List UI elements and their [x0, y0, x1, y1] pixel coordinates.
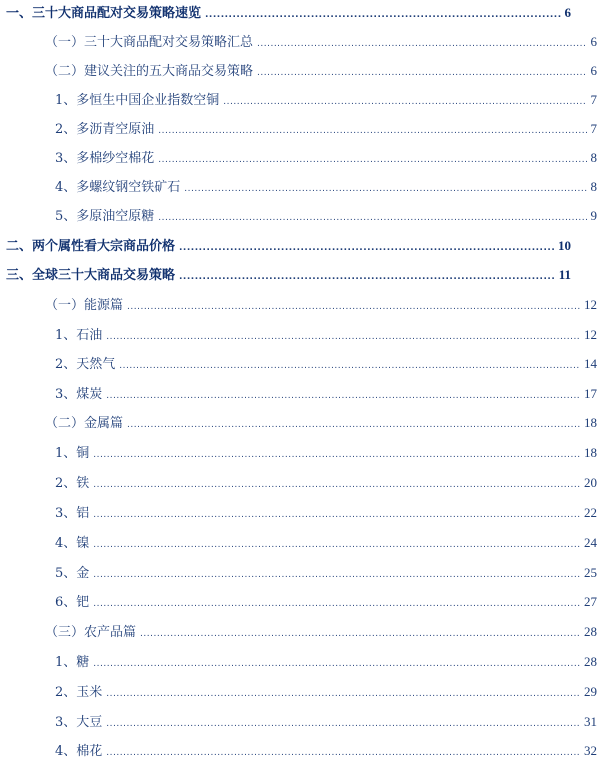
toc-leader: [179, 266, 555, 288]
toc-entry[interactable]: [6, 264, 571, 286]
toc-entry-label: 1、石油: [55, 328, 103, 343]
toc-entry-label: 1、铜: [55, 446, 90, 461]
toc-entry-page: 12: [584, 327, 597, 342]
toc-entry-label: （二）建议关注的五大商品交易策略: [45, 64, 254, 79]
toc-entry-label: 2、玉米: [55, 685, 103, 700]
toc-entry-label: 5、金: [55, 566, 90, 581]
toc-entry-label: （一）能源篇: [45, 298, 124, 313]
toc-leader: [93, 564, 580, 586]
toc-entry-page: 20: [584, 475, 597, 490]
toc-entry[interactable]: [55, 562, 597, 584]
toc-entry-label: 1、糖: [55, 655, 90, 670]
toc-entry-label: （一）三十大商品配对交易策略汇总: [45, 35, 254, 50]
toc-entry[interactable]: [55, 651, 597, 673]
toc-leader: [158, 120, 586, 142]
toc-entry-page: 8: [590, 150, 597, 165]
toc-leader: [140, 623, 580, 645]
toc-leader: [106, 326, 580, 348]
toc-leader: [93, 504, 580, 526]
toc-entry[interactable]: [55, 118, 597, 140]
toc-entry[interactable]: [55, 472, 597, 494]
toc-leader: [184, 178, 586, 200]
toc-entry-label: 2、多沥青空原油: [55, 122, 155, 137]
toc-entry[interactable]: [55, 532, 597, 554]
toc-entry-label: （二）金属篇: [45, 416, 124, 431]
toc-entry-page: 11: [558, 267, 571, 282]
toc-entry-page: 29: [584, 684, 597, 699]
toc-entry-page: 18: [584, 445, 597, 460]
toc-entry[interactable]: [45, 294, 597, 316]
toc-entry-page: 25: [584, 565, 597, 580]
toc-entry-page: 18: [584, 415, 597, 430]
toc-entry[interactable]: [55, 324, 597, 346]
toc-entry[interactable]: [6, 235, 571, 257]
toc-leader: [179, 237, 554, 259]
toc-entry-page: 7: [590, 92, 597, 107]
toc-entry-label: 一、三十大商品配对交易策略速览: [6, 6, 202, 21]
toc-entry-page: 6: [590, 63, 597, 78]
toc-leader: [257, 62, 586, 84]
toc-entry-page: 6: [564, 5, 571, 20]
toc-entry-page: 28: [584, 654, 597, 669]
toc-entry-label: 2、天然气: [55, 357, 116, 372]
toc-entry-page: 7: [590, 121, 597, 136]
toc-entry[interactable]: [55, 176, 597, 198]
toc-leader: [127, 296, 580, 318]
toc-entry-page: 27: [584, 594, 597, 609]
toc-entry[interactable]: [55, 591, 597, 613]
toc-entry-page: 32: [584, 743, 597, 758]
toc-leader: [106, 742, 580, 764]
toc-leader: [93, 474, 580, 496]
toc-entry-label: 3、铝: [55, 506, 90, 521]
toc-leader: [93, 653, 580, 675]
toc-leader: [106, 683, 580, 705]
toc-entry[interactable]: [55, 89, 597, 111]
toc-leader: [93, 444, 580, 466]
toc-entry-label: 1、多恒生中国企业指数空铜: [55, 93, 220, 108]
toc-entry-page: 17: [584, 386, 597, 401]
toc-entry-label: 4、棉花: [55, 744, 103, 759]
toc-entry-label: 三、全球三十大商品交易策略: [6, 268, 176, 283]
toc-entry-page: 31: [584, 714, 597, 729]
toc-entry[interactable]: [55, 681, 597, 703]
toc-entry-label: 6、钯: [55, 595, 90, 610]
toc-entry[interactable]: [55, 205, 597, 227]
toc-entry-page: 14: [584, 356, 597, 371]
toc-entry-page: 6: [590, 34, 597, 49]
toc-entry-page: 22: [584, 505, 597, 520]
toc-entry-label: 5、多原油空原糖: [55, 209, 155, 224]
toc-entry-page: 28: [584, 624, 597, 639]
toc-entry[interactable]: [55, 502, 597, 524]
toc-entry-label: 3、大豆: [55, 715, 103, 730]
toc-leader: [106, 385, 580, 407]
toc-leader: [158, 149, 586, 171]
toc-leader: [106, 713, 580, 735]
toc-entry[interactable]: [55, 740, 597, 762]
toc-entry[interactable]: [55, 711, 597, 733]
toc-entry-label: 4、镍: [55, 536, 90, 551]
toc-entry[interactable]: [45, 412, 597, 434]
toc-entry-label: 3、煤炭: [55, 387, 103, 402]
toc-entry-label: 二、两个属性看大宗商品价格: [6, 239, 176, 254]
toc-leader: [158, 207, 586, 229]
toc-leader: [119, 355, 580, 377]
toc-entry-page: 12: [584, 297, 597, 312]
toc-entry[interactable]: [45, 621, 597, 643]
toc-entry[interactable]: [45, 31, 597, 53]
toc-leader: [205, 4, 560, 26]
toc-entry-label: （三）农产品篇: [45, 625, 137, 640]
toc-entry-label: 2、铁: [55, 476, 90, 491]
toc-entry[interactable]: [55, 147, 597, 169]
toc-entry-page: 8: [590, 179, 597, 194]
toc-entry-page: 24: [584, 535, 597, 550]
toc-entry[interactable]: [55, 353, 597, 375]
toc-leader: [93, 534, 580, 556]
toc-entry-label: 3、多棉纱空棉花: [55, 151, 155, 166]
toc-entry-page: 10: [558, 238, 571, 253]
toc-entry[interactable]: [55, 383, 597, 405]
toc-leader: [257, 33, 586, 55]
toc-leader: [223, 91, 586, 113]
toc-leader: [127, 414, 580, 436]
toc-entry-label: 4、多螺纹钢空铁矿石: [55, 180, 181, 195]
toc-entry[interactable]: [45, 60, 597, 82]
toc-leader: [93, 593, 580, 615]
toc-entry[interactable]: [6, 2, 571, 24]
toc-entry-page: 9: [590, 208, 597, 223]
toc-entry[interactable]: [55, 442, 597, 464]
